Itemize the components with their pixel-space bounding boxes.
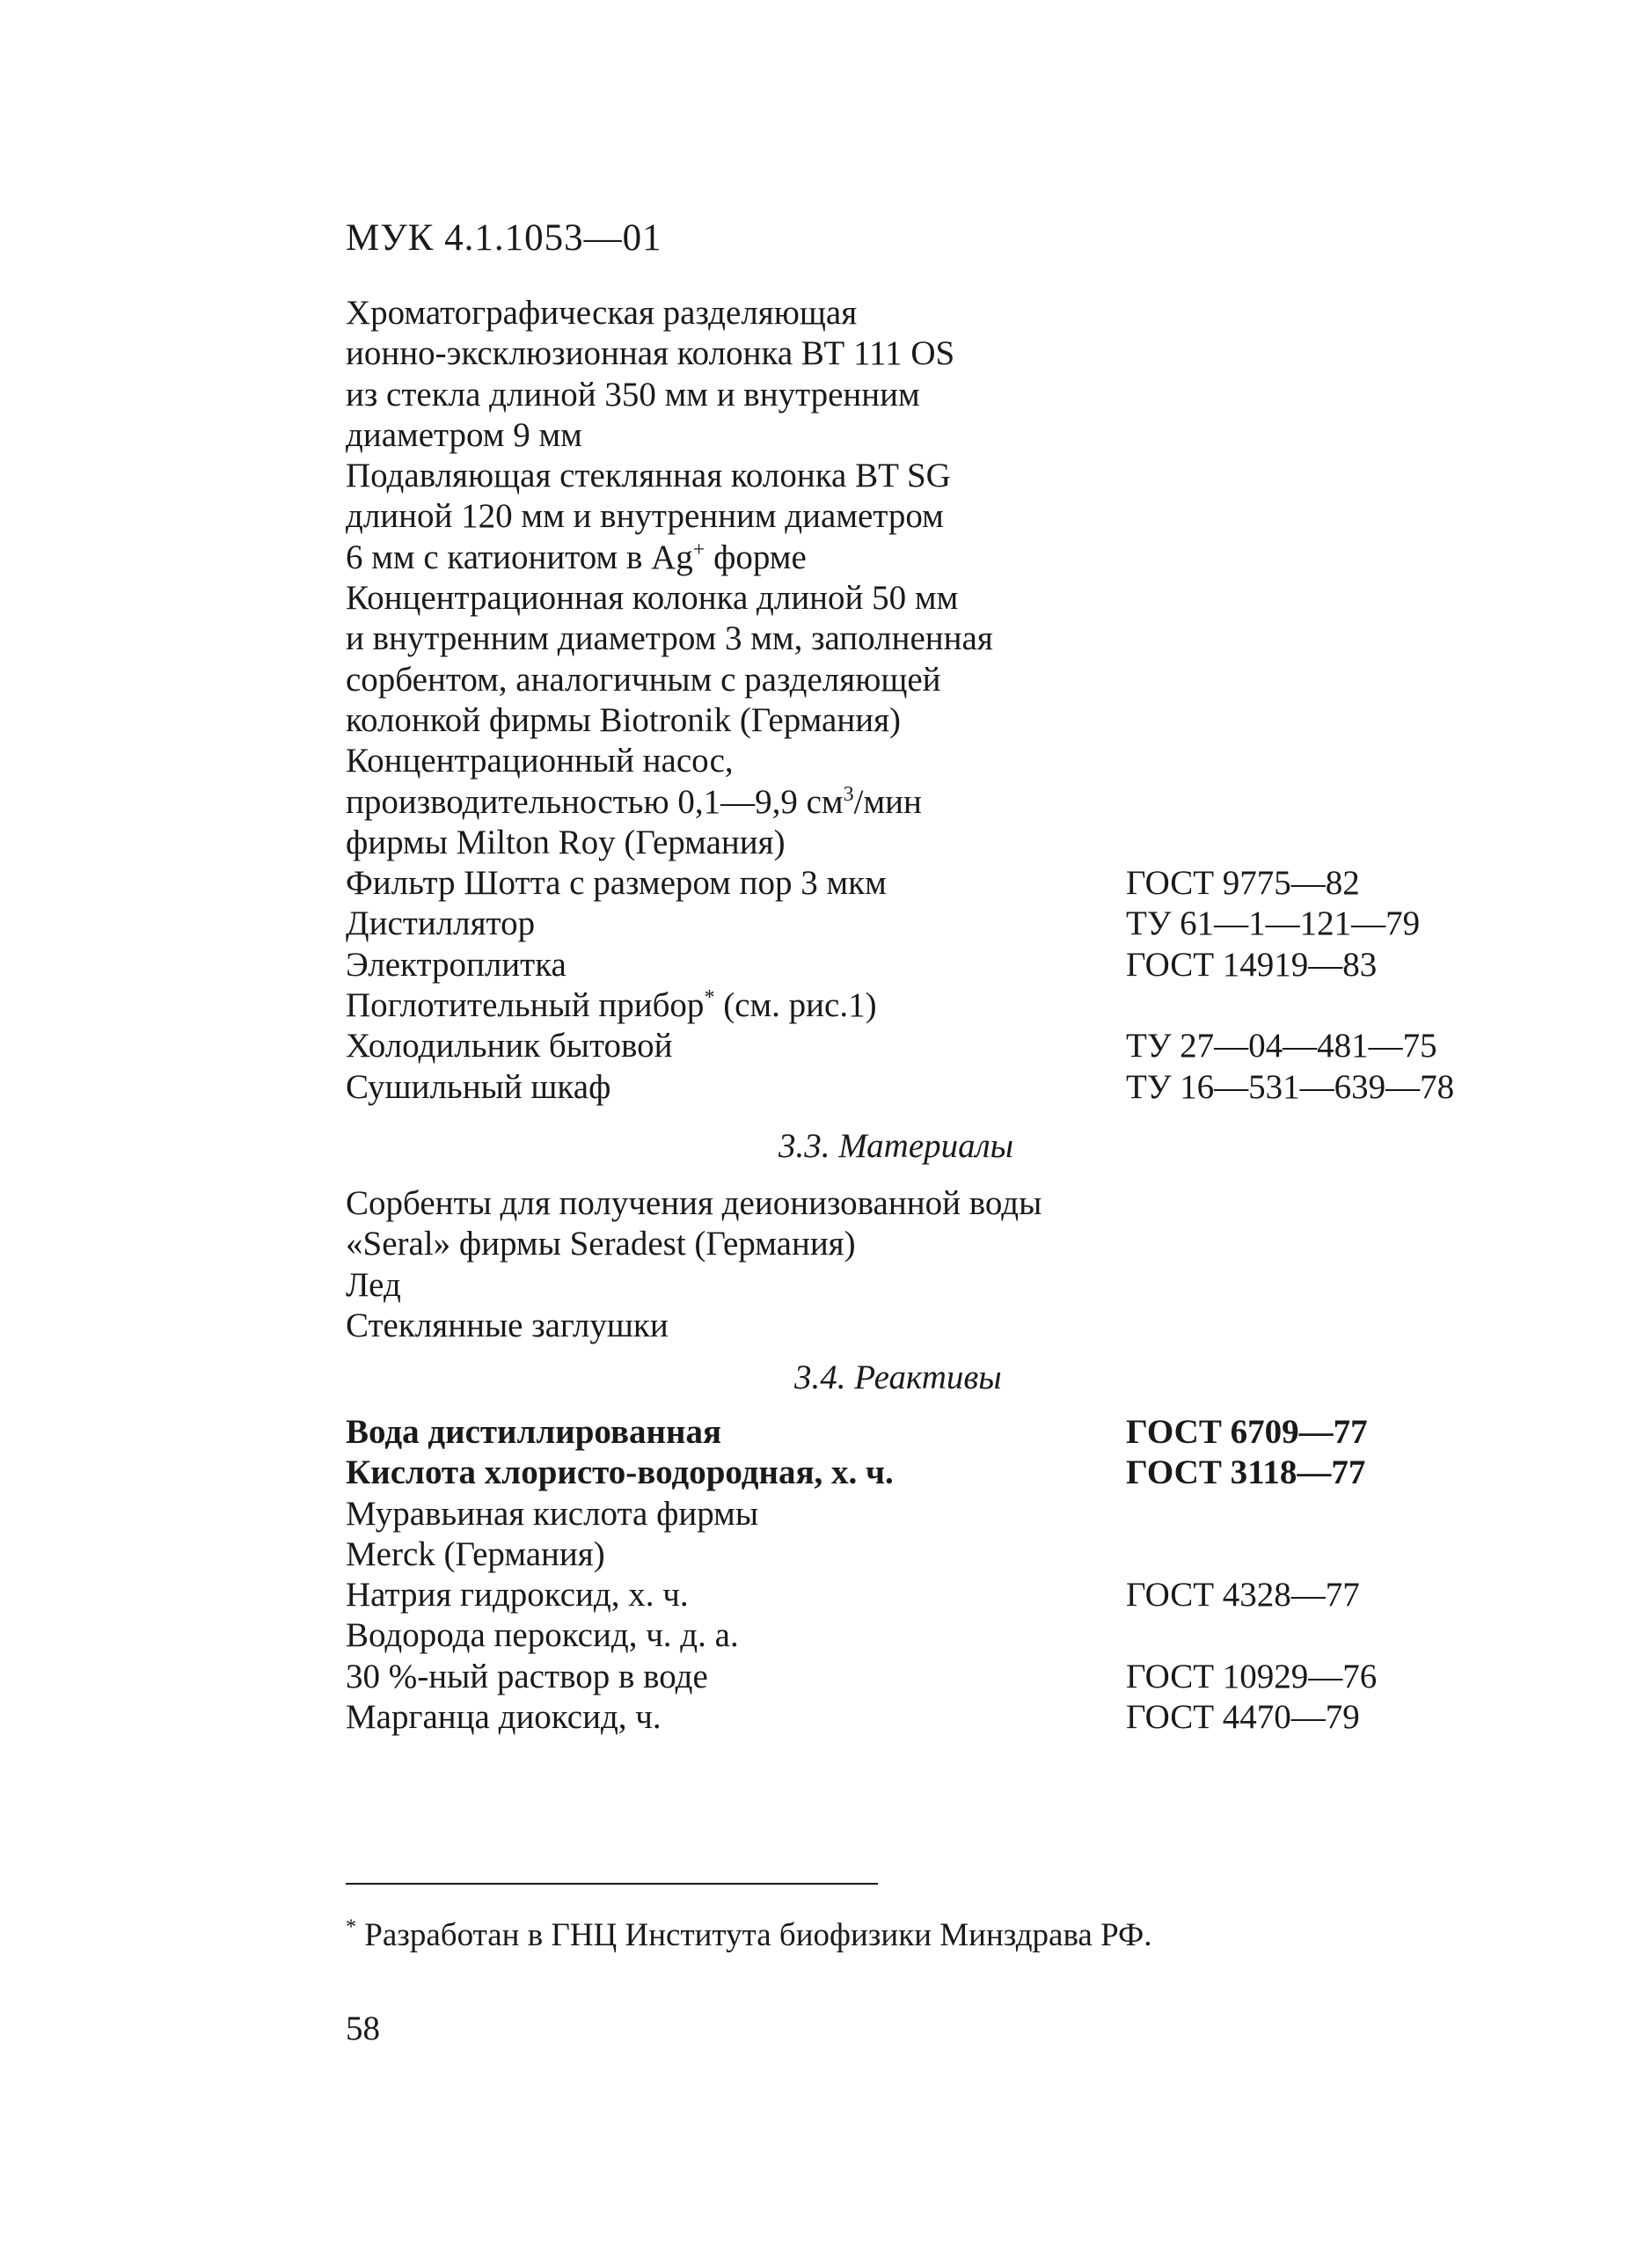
item-name (346, 1412, 721, 1453)
materials-section-title: 3.3. Материалы (778, 1127, 1014, 1165)
item-name-text: 6 мм с катионитом в Ag (346, 538, 693, 576)
item-name (346, 700, 901, 741)
item-name (346, 578, 958, 619)
item-name-text: колонкой фирмы Biotronik (Германия) (346, 700, 901, 739)
item-name (346, 1494, 758, 1534)
item-name-text: Поглотительный прибор (346, 986, 705, 1025)
list-row (346, 660, 1516, 700)
item-name-text: Хроматографическая разделяющая (346, 294, 858, 332)
list-row (346, 538, 1516, 578)
standard-reference: ГОСТ 10929—76 (1126, 1657, 1378, 1695)
item-name-text: сорбентом, аналогичным с разделяющей (346, 660, 941, 699)
item-name (346, 863, 887, 904)
item-name-text: Дистиллятор (346, 904, 536, 943)
list-row (346, 1494, 1516, 1534)
list-row (346, 1067, 1516, 1108)
list-row (346, 904, 1516, 944)
list-row (346, 1697, 1516, 1738)
list-row (346, 619, 1516, 659)
list-row (346, 782, 1516, 823)
item-name-text: фирмы Milton Roy (Германия) (346, 823, 786, 861)
footnote-mark: * (346, 1915, 356, 1939)
item-name (346, 1534, 605, 1575)
item-name (346, 1183, 1042, 1224)
item-name (346, 1575, 689, 1615)
item-name-text: «Seral» фирмы Seradest (Германия) (346, 1225, 856, 1263)
footnote (346, 1916, 1152, 1955)
list-row (346, 293, 1516, 333)
list-row (346, 1575, 1516, 1615)
superscript: * (704, 986, 715, 1010)
list-row (346, 496, 1516, 537)
item-name (346, 1026, 673, 1066)
page-header: МУК 4.1.1053—01 (346, 217, 662, 259)
item-name (346, 985, 877, 1026)
standard-reference: ГОСТ 4470—79 (1126, 1698, 1360, 1737)
item-name-text: Лед (346, 1265, 401, 1304)
standard-reference: ТУ 27—04—481—75 (1126, 1027, 1437, 1065)
item-name-text: Кислота хлористо-водородная, х. ч. (346, 1454, 894, 1492)
item-name-text: производительностью 0,1—9,9 см (346, 782, 844, 821)
list-row (346, 578, 1516, 619)
item-name-text: 30 %-ный раствор в воде (346, 1657, 708, 1695)
reagents-list (346, 1412, 1516, 1738)
item-name (346, 375, 920, 415)
item-name-text: Сушильный шкаф (346, 1067, 611, 1106)
item-name (346, 741, 734, 781)
item-name-text: Водорода пероксид, ч. д. а. (346, 1616, 739, 1655)
item-name-text: Фильтр Шотта с размером пор 3 мкм (346, 864, 887, 903)
item-name-text: Сорбенты для получения деионизованной воды (346, 1184, 1042, 1222)
list-row (346, 1026, 1516, 1066)
list-row (346, 1453, 1516, 1493)
item-name-text: ионно-эксклюзионная колонка ВТ 111 OS (346, 334, 955, 373)
materials-list (346, 1183, 1516, 1346)
list-row (346, 415, 1516, 456)
footnote-separator (346, 1883, 878, 1885)
item-name-text: Подавляющая стеклянная колонка BT SG (346, 457, 951, 495)
list-row (346, 985, 1516, 1026)
item-name-text: диаметром 9 мм (346, 415, 582, 454)
list-row (346, 1615, 1516, 1656)
list-row (346, 700, 1516, 741)
item-name (346, 1306, 669, 1346)
item-name (346, 1224, 856, 1264)
list-row (346, 863, 1516, 904)
item-name (346, 660, 941, 700)
item-name-text: Холодильник бытовой (346, 1027, 673, 1065)
item-name (346, 1657, 708, 1697)
list-row (346, 741, 1516, 781)
equipment-list (346, 293, 1516, 1108)
standard-reference: ГОСТ 6709—77 (1126, 1413, 1368, 1451)
list-row (346, 333, 1516, 374)
standard-reference: ГОСТ 3118—77 (1126, 1454, 1366, 1492)
item-name-text: длиной 120 мм и внутренним диаметром (346, 497, 944, 536)
item-name-text: и внутренним диаметром 3 мм, заполненная (346, 619, 993, 658)
list-row (346, 823, 1516, 863)
item-name (346, 538, 807, 578)
superscript: 3 (843, 782, 854, 806)
list-row (346, 1306, 1516, 1346)
item-name (346, 1615, 739, 1656)
item-name-tail: /мин (853, 782, 922, 821)
standard-reference: ТУ 16—531—639—78 (1126, 1067, 1455, 1106)
list-row (346, 1534, 1516, 1575)
item-name-text: Вода дистиллированная (346, 1413, 722, 1451)
item-name (346, 619, 993, 659)
standard-reference: ТУ 61—1—121—79 (1126, 904, 1421, 943)
item-name (346, 1265, 401, 1306)
item-name (346, 456, 951, 496)
list-row (346, 1412, 1516, 1453)
item-name-text: из стекла длиной 350 мм и внутренним (346, 375, 920, 414)
standard-reference: ГОСТ 9775—82 (1126, 864, 1360, 903)
item-name-text: Концентрационная колонка длиной 50 мм (346, 579, 959, 618)
list-row (346, 1265, 1516, 1306)
item-name (346, 1697, 662, 1738)
item-name-tail: форме (705, 538, 807, 576)
reagents-section-title: 3.4. Реактивы (794, 1358, 1002, 1396)
item-name-text: Натрия гидроксид, х. ч. (346, 1576, 689, 1615)
list-row (346, 1657, 1516, 1697)
item-name (346, 823, 786, 863)
item-name (346, 945, 567, 985)
item-name (346, 415, 582, 456)
item-name (346, 333, 954, 374)
item-name (346, 1067, 610, 1108)
list-row (346, 1183, 1516, 1224)
item-name-text: Электроплитка (346, 945, 567, 984)
item-name-tail: (см. рис.1) (714, 986, 877, 1025)
page-number: 58 (346, 2010, 380, 2047)
list-row (346, 1224, 1516, 1264)
item-name (346, 293, 857, 333)
item-name-text: Стеклянные заглушки (346, 1306, 669, 1344)
item-name (346, 1453, 894, 1493)
item-name (346, 496, 944, 537)
superscript: + (692, 538, 705, 561)
item-name-text: Муравьиная кислота фирмы (346, 1494, 759, 1533)
item-name (346, 782, 922, 823)
item-name-text: Merck (Германия) (346, 1534, 605, 1573)
list-row (346, 375, 1516, 415)
standard-reference: ГОСТ 14919—83 (1126, 945, 1378, 984)
list-row (346, 945, 1516, 985)
standard-reference: ГОСТ 4328—77 (1126, 1576, 1360, 1615)
item-name-text: Концентрационный насос, (346, 742, 734, 780)
list-row (346, 456, 1516, 496)
item-name (346, 904, 535, 944)
item-name-text: Марганца диоксид, ч. (346, 1698, 662, 1737)
footnote-text: Разработан в ГНЦ Института биофизики Минздрава РФ. (356, 1917, 1152, 1953)
